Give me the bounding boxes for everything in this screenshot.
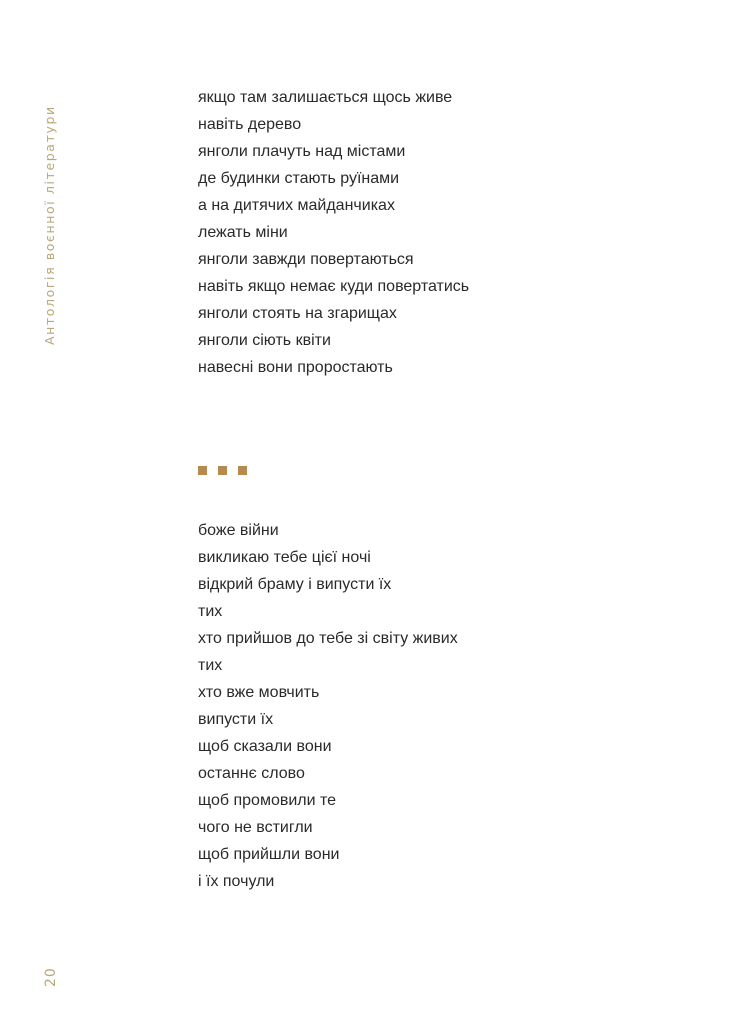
poem-line: а на дитячих майданчиках (198, 197, 395, 214)
poem-line: тих (198, 603, 223, 620)
separator-square-icon (198, 466, 207, 475)
poem-line: щоб промовили те (198, 792, 337, 809)
separator-square-icon (238, 466, 247, 475)
poem-line: навесні вони проростають (198, 359, 393, 376)
poem-line: навіть дерево (198, 116, 302, 133)
poem-line: відкрий браму і випусти їх (198, 576, 392, 593)
poem-line: навіть якщо немає куди повертатись (198, 278, 470, 295)
poem-line: чого не встигли (198, 819, 313, 836)
poem-line: щоб прийшли вони (198, 846, 340, 863)
poem-line: якщо там залишається щось живе (198, 89, 453, 106)
poem-line: щоб сказали вони (198, 738, 332, 755)
poem-line: викликаю тебе цієї ночі (198, 549, 371, 566)
page-number: 20 (43, 967, 59, 987)
poem-first (198, 84, 469, 381)
poem-line: янголи сіють квіти (198, 332, 331, 349)
poem-line: тих (198, 657, 223, 674)
poem-line: боже війни (198, 522, 279, 539)
poem-line: янголи стоять на згарищах (198, 305, 397, 322)
poem-line: останнє слово (198, 765, 305, 782)
poem-line: і їх почули (198, 873, 275, 890)
poem-line: де будинки стають руїнами (198, 170, 400, 187)
poem-line: лежать міни (198, 224, 288, 241)
running-head: Антологія воєнної літератури (42, 105, 57, 345)
poem-line: янголи плачуть над містами (198, 143, 406, 160)
poem-line: хто вже мовчить (198, 684, 320, 701)
separator-square-icon (218, 466, 227, 475)
poem-line: випусти їх (198, 711, 274, 728)
poem-second (198, 517, 458, 895)
section-separator-icon (198, 466, 247, 475)
poem-line: хто прийшов до тебе зі світу живих (198, 630, 458, 647)
poem-line: янголи завжди повертаються (198, 251, 414, 268)
